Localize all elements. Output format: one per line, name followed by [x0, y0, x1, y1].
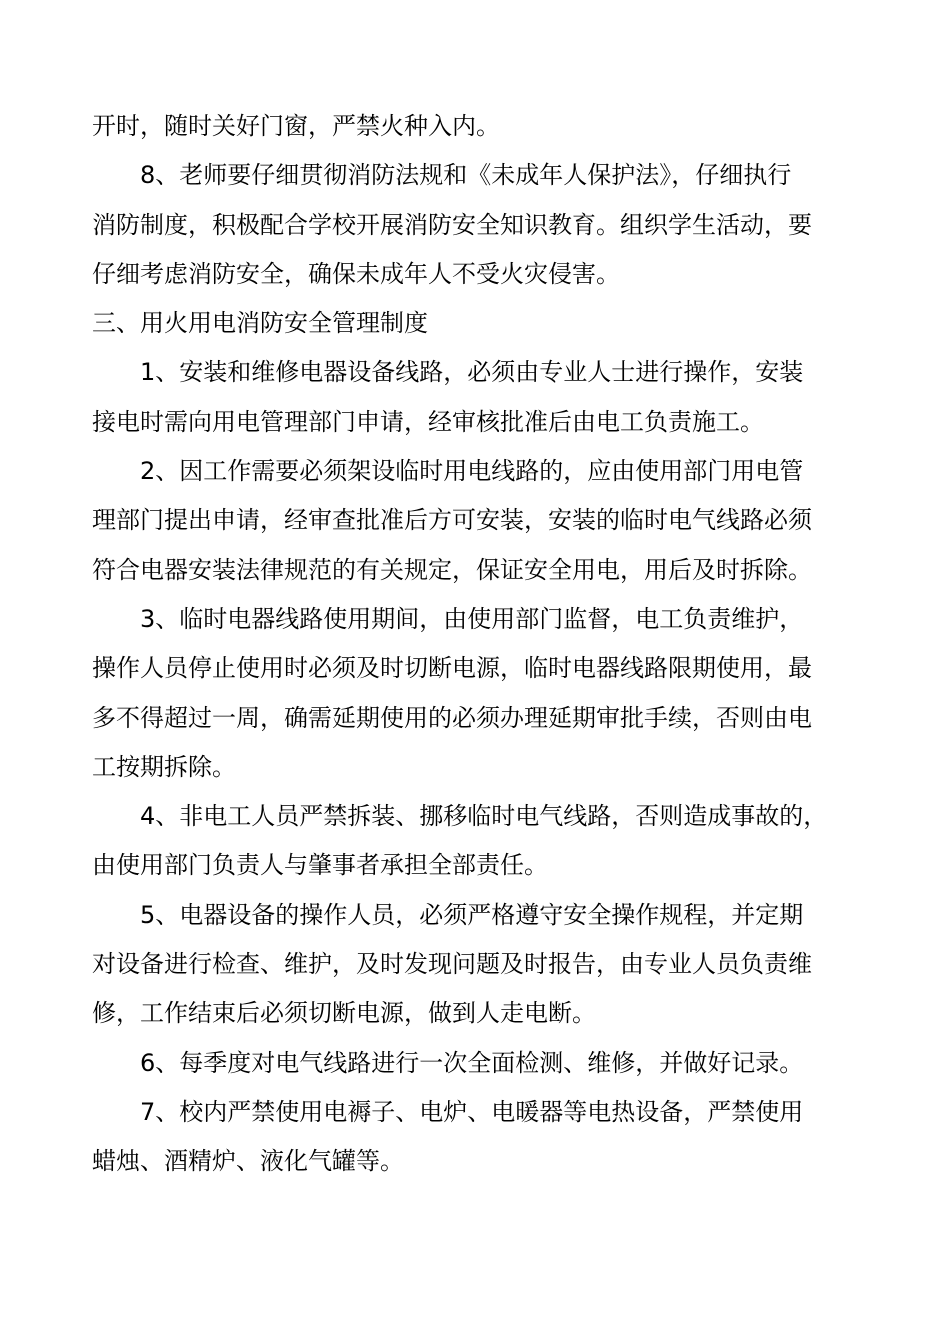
text-line: 蜡烛、酒精炉、液化气罐等。 [92, 1147, 404, 1176]
paragraph-item-6 [92, 1039, 862, 1088]
text-line: 开时，随时关好门窗，严禁火种入内。 [92, 112, 500, 140]
text-line: 7、校内严禁使用电褥子、电炉、电暖器等电热设备，严禁使用 [140, 1097, 804, 1126]
paragraph-item-7 [92, 1088, 862, 1187]
paragraph-item-5 [92, 891, 862, 1039]
text-line: 操作人员停止使用时必须及时切断电源，临时电器线路限期使用，最 [92, 654, 812, 683]
text-line: 理部门提出申请，经审查批准后方可安装，安装的临时电气线路必须 [92, 506, 812, 535]
text-line: 4、非电工人员严禁拆装、挪移临时电气线路，否则造成事故的， [140, 802, 828, 831]
paragraph-item-8 [92, 151, 862, 299]
text-line: 修，工作结束后必须切断电源，做到人走电断。 [92, 999, 596, 1028]
text-line: 仔细考虑消防安全，确保未成年人不受火灾侵害。 [92, 259, 620, 288]
text-line: 8、老师要仔细贯彻消防法规和《未成年人保护法》，仔细执行 [140, 161, 792, 190]
paragraph-item-1 [92, 348, 862, 447]
text-line: 对设备进行检查、维护，及时发现问题及时报告，由专业人员负责维 [92, 950, 812, 979]
document-body [92, 102, 862, 1187]
text-line: 6、每季度对电气线路进行一次全面检测、维修，并做好记录。 [140, 1048, 804, 1077]
section-heading [92, 299, 862, 348]
paragraph-item-3 [92, 595, 862, 792]
text-line: 工按期拆除。 [92, 752, 236, 781]
text-line: 由使用部门负责人与肇事者承担全部责任。 [92, 851, 548, 880]
paragraph-item-4 [92, 792, 862, 891]
text-line: 5、电器设备的操作人员，必须严格遵守安全操作规程，并定期 [140, 900, 804, 929]
text-line: 3、临时电器线路使用期间，由使用部门监督，电工负责维护， [140, 604, 804, 633]
text-line: 接电时需向用电管理部门申请，经审核批准后由电工负责施工。 [92, 407, 764, 436]
text-line: 1、安装和维修电器设备线路，必须由专业人士进行操作，安装 [140, 358, 804, 387]
paragraph-item-2 [92, 447, 862, 595]
text-line: 2、因工作需要必须架设临时用电线路的，应由使用部门用电管 [140, 457, 804, 486]
text-line: 符合电器安装法律规范的有关规定，保证安全用电，用后及时拆除。 [92, 555, 812, 584]
section-title: 三、用火用电消防安全管理制度 [92, 309, 428, 338]
text-line: 多不得超过一周，确需延期使用的必须办理延期审批手续，否则由电 [92, 703, 812, 732]
paragraph-continuation [92, 102, 862, 151]
text-line: 消防制度，积极配合学校开展消防安全知识教育。组织学生活动，要 [92, 210, 812, 239]
